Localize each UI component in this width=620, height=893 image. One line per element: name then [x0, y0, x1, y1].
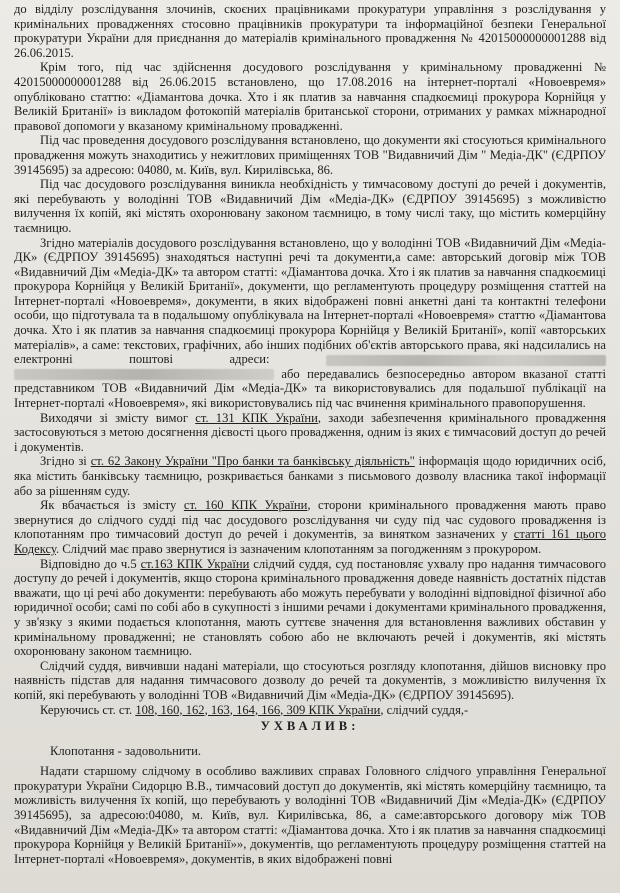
- paragraph-9-text: Відповідно до ч.5: [40, 556, 141, 571]
- paragraph-4: Під час досудового розслідування виникла необхідність у тимчасовому доступі до речей і документів, які перебувають у володінні ТОВ «Видавничий Дім «Медіа-ДК» (ЄДРПОУ 39145695) з можливістю вилучення їх копій, які містять охоронювану законом таємницю, в тому числі таку, що містить комерційну таємницю.: [14, 177, 606, 235]
- paragraph-8-text: Як вбачається із змісту: [40, 498, 184, 513]
- redacted-email: [326, 355, 606, 366]
- paragraph-8-text-end: . Слідчий має право звернутися із зазначеним клопотанням за погодженням з прокурором.: [55, 541, 542, 556]
- ruling-heading: УХВАЛИВ:: [260, 719, 360, 734]
- paragraph-5-text: Згідно матеріалів досудового розслідування встановлено, що у володінні ТОВ «Видавничий Дім «Медіа-ДК» (ЄДРПОУ 39145695) знаходяться наступні речі та документи,а саме: авторський договір між ТОВ «Видавничий Дім «Медіа-ДК» та автором статті: «Діамантова дочка. Хто і як платив за навчання спадкоємиці прокурора Корнійця у Великій Британії», документи, що регламентують процедуру розміщення статтей на Інтернет-порталі «Новоевремя», документи, в яких відображені повні анкетні дані та контактні телефони особи, що підготувала та в подальшому опублікувала на Інтернет-порталі «Новоевремя» статтю «Діамантова дочка. Хто і як платив за навчання спадкоємиці прокурора Корнійця у Великій Британії», копії «авторських матеріалів», а саме: текстових, графічних, або інших подібних об'єктів авторського права, які надсилались на електронні поштові адреси:: [14, 235, 606, 367]
- redacted-email-2: [14, 369, 274, 380]
- paragraph-5: [14, 236, 606, 411]
- law-links-articles[interactable]: 108, 160, 162, 163, 164, 166, 309 КПК України: [135, 702, 381, 717]
- paragraph-2: Крім того, під час здійснення досудового розслідування у кримінальному провадженні № 42015000000001288 від 26.06.2015 встановлено, що 17.08.2016 на інтернет-порталі «Новоевремя» опубліковано статтю: «Діамантова дочка. Хто і як платив за навчання спадкоємиці прокурора Корнійця у Великій Британії» із викладом фотокопій матеріалів британської сторони, отриманих у рамках міжнародної правової допомоги у вказаному кримінальному провадженні.: [14, 60, 606, 133]
- paragraph-7-text: Згідно зі: [40, 454, 91, 469]
- paragraph-8: [14, 498, 606, 556]
- law-link-art160[interactable]: ст. 160 КПК України: [183, 498, 308, 513]
- law-link-art131[interactable]: ст. 131 КПК України: [195, 410, 318, 425]
- law-link-art161[interactable]: статті 161 цього Кодексу: [14, 527, 606, 556]
- paragraph-5-text-cont: або передавались безпосередньо автором вказаної статті представником ТОВ «Видавничий Дім «Медіа-ДК» та використовувались для подальшої публікації на Інтернет-порталі «Новоевремя», які використовувались під час вчинення кримінального правопорушення.: [14, 366, 606, 411]
- paragraph-3: Під час проведення досудового розслідування встановлено, що документи які стосуються кримінального провадження можуть знаходитись у нежитлових приміщеннях ТОВ "Видавничий Дім " Медіа-ДК" (ЄДРПОУ 39145695) за адресою: 04080, м. Київ, вул. Кирилівська, 86.: [14, 133, 606, 177]
- paragraph-1: до відділу розслідування злочинів, скоєних працівниками прокуратури управління з розслідування у кримінальних провадженнях стосовно працівників прокуратури та інформаційної безпеки Генеральної прокуратури України для приєднання до матеріалів кримінального провадження № 42015000000001288 від 26.06.2015.: [14, 2, 606, 60]
- paragraph-9: [14, 557, 606, 659]
- paragraph-6: [14, 411, 606, 455]
- paragraph-7-text-cont: інформація щодо юридичних осіб, яка містить банківську таємницю, розкривається банками з письмового дозволу власника такої інформації або за рішенням суду.: [14, 454, 606, 498]
- paragraph-7: [14, 454, 606, 498]
- paragraph-12: Надати старшому слідчому в особливо важливих справах Головного слідчого управління Генеральної прокуратури України Сидорцю В.В., тимчасовий доступ до документів, які містять комерційну таємницю, та можливість вилучення їх копій, що перебувають у володінні ТОВ «Видавничий Дім «Медіа-ДК» (ЄДРПОУ 39145695), за адресою:04080, м. Київ, вул. Кирилівська, 86, а саме:авторського договору між ТОВ «Видавничий Дім «Медіа-ДК» та автором статті: «Діамантова дочка. Хто і як платив за навчання спадкоємиці прокурора Корнійця у Великій Британії»», документів, що регламентують процедуру розміщення статтей на Інтернет-порталі «Новоевремя», документів, в яких відображені повні: [14, 764, 606, 866]
- paragraph-10: Слідчий суддя, вивчивши надані матеріали, що стосуються розгляду клопотання, дійшов висновку про наявність підстав для надання тимчасового дозволу до речей та документів, з можливістю вилучення їх копій, які перебувають у володінні ТОВ «Видавничий Дім «Медіа-ДК» (ЄДРПОУ 39145695).: [14, 658, 606, 702]
- paragraph-6-text-cont: , заходи забезпечення кримінального провадження застосовуються з метою досягнення дієвості цього провадження, одним із яких є тимчасовий доступ до речей і документів.: [14, 410, 606, 454]
- paragraph-11-text-cont: , слідчий суддя,-: [380, 702, 469, 717]
- paragraph-9-text-cont: слідчий суддя, суд постановляє ухвалу про надання тимчасового доступу до речей і документів, якщо сторона кримінального провадження доведе наявність достатніх підстав вважати, що ці речі або документи: перебувають або можуть перебувати у володінні відповідної фізичної або юридичної особи; самі по собі або в сукупності з іншими речами і документами кримінального провадження, у зв'язку з якими подається клопотання, мають суттєве значення для встановлення важливих обставин у кримінальному провадженні; не становлять собою або не включають речей і документів, які містять охоронювану законом таємницю.: [14, 556, 606, 659]
- law-link-banks[interactable]: ст. 62 Закону України "Про банки та банківську діяльність": [90, 454, 415, 469]
- law-link-art163[interactable]: ст.163 КПК України: [140, 556, 250, 571]
- paragraph-6-text: Виходячи зі змісту вимог: [40, 410, 196, 425]
- paragraph-11: [14, 703, 606, 718]
- paragraph-11-text: Керуючись ст. ст.: [40, 702, 136, 717]
- ruling-grant: Клопотання - задовольнити.: [50, 743, 202, 758]
- paragraph-8-text-cont: , сторони кримінального провадження мають право звернутися до слідчого судді під час досудового розслідування чи суду під час судового провадження із клопотанням про тимчасовий доступ до речей і документів, за винятком зазначених у: [14, 498, 606, 542]
